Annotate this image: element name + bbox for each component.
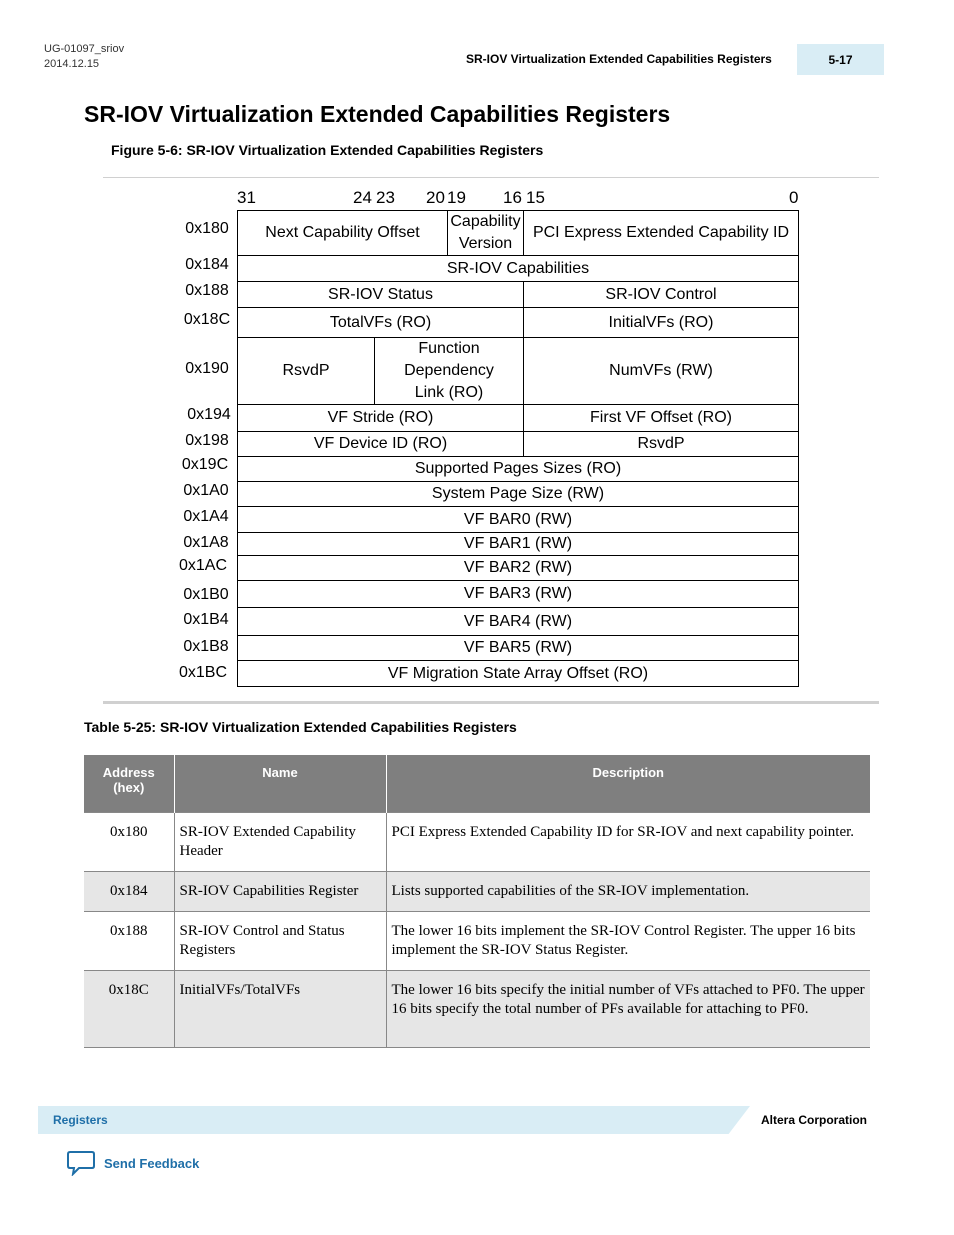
register-field: NumVFs (RW) (523, 337, 799, 405)
row-address: 0x18C (84, 971, 174, 1048)
register-address: 0x190 (185, 360, 229, 377)
register-field: VF Device ID (RO) (237, 431, 524, 457)
register-address: 0x18C (183, 311, 231, 328)
bit-label-15: 15 (526, 188, 545, 207)
register-address: 0x1B4 (183, 611, 229, 628)
row-description: PCI Express Extended Capability ID for SR-IOV and next capability pointer. (386, 813, 870, 872)
speech-bubble-icon (66, 1150, 96, 1176)
bit-label-20: 20 (426, 188, 445, 207)
footer-company: Altera Corporation (761, 1113, 868, 1127)
row-name: SR-IOV Capabilities Register (174, 872, 386, 912)
row-description: Lists supported capabilities of the SR-IOV implementation. (386, 872, 870, 912)
register-field: First VF Offset (RO) (523, 404, 799, 432)
row-address: 0x188 (84, 912, 174, 971)
register-address: 0x1A4 (183, 508, 229, 525)
bit-label-0: 0 (789, 188, 799, 207)
register-address: 0x19C (181, 456, 229, 473)
figure-caption: Figure 5-6: SR-IOV Virtualization Extended Capabilities Registers (111, 142, 544, 158)
register-field: Function Dependency Link (RO) (374, 337, 524, 405)
document-id-block (44, 42, 124, 72)
register-field: VF BAR4 (RW) (237, 607, 799, 636)
running-header-title: SR-IOV Virtualization Extended Capabilities Registers (466, 52, 772, 66)
document-date: 2014.12.15 (44, 58, 100, 70)
send-feedback-label: Send Feedback (104, 1155, 200, 1171)
register-field: VF BAR1 (RW) (237, 532, 799, 556)
register-field: RsvdP (237, 337, 375, 405)
bit-label-19: 19 (447, 188, 466, 207)
section-title: SR-IOV Virtualization Extended Capabilities Registers (84, 101, 671, 127)
register-address: 0x1B0 (183, 586, 229, 603)
column-header-description: Description (386, 755, 870, 813)
register-address: 0x188 (185, 282, 229, 299)
register-address: 0x180 (185, 220, 229, 237)
footer-band (38, 1106, 750, 1134)
send-feedback-link[interactable] (66, 1150, 199, 1176)
register-address: 0x1A8 (183, 534, 229, 551)
row-address: 0x184 (84, 872, 174, 912)
row-name: InitialVFs/TotalVFs (174, 971, 386, 1048)
bit-label-24: 24 (353, 188, 372, 207)
register-field: VF Stride (RO) (237, 404, 524, 432)
table-row (84, 912, 870, 971)
register-field: SR-IOV Status (237, 281, 524, 308)
register-field: VF Migration State Array Offset (RO) (237, 660, 799, 687)
bit-label-31: 31 (237, 188, 256, 207)
register-address: 0x194 (187, 406, 231, 423)
registers-table (84, 755, 870, 1048)
figure-top-rule (103, 177, 879, 178)
figure-bottom-rule (103, 701, 879, 704)
row-name: SR-IOV Control and Status Registers (174, 912, 386, 971)
table-row (84, 971, 870, 1048)
register-field: VF BAR2 (RW) (237, 555, 799, 581)
register-address: 0x1B8 (183, 638, 229, 655)
register-field: Next Capability Offset (237, 210, 448, 256)
register-address: 0x1AC (178, 557, 228, 574)
bit-label-16: 16 (503, 188, 522, 207)
table-row (84, 813, 870, 872)
register-field: RsvdP (523, 431, 799, 457)
table-caption: Table 5-25: SR-IOV Virtualization Extended Capabilities Registers (84, 719, 517, 735)
register-field: SR-IOV Capabilities (237, 255, 799, 282)
bit-label-23: 23 (376, 188, 395, 207)
table-row (84, 872, 870, 912)
register-field: Supported Pages Sizes (RO) (237, 456, 799, 482)
column-header-name: Name (174, 755, 386, 813)
register-address: 0x1BC (178, 664, 228, 681)
register-field: SR-IOV Control (523, 281, 799, 308)
register-field: TotalVFs (RO) (237, 307, 524, 338)
register-field: VF BAR0 (RW) (237, 506, 799, 533)
register-address: 0x198 (185, 432, 229, 449)
table-header-row (84, 755, 870, 813)
register-address: 0x184 (185, 256, 229, 273)
register-field: InitialVFs (RO) (523, 307, 799, 338)
register-field: System Page Size (RW) (237, 481, 799, 507)
document-id: UG-01097_sriov (44, 43, 125, 55)
page-number: 5-17 (797, 44, 884, 75)
column-header-address: Address (hex) (84, 755, 174, 813)
row-name: SR-IOV Extended Capability Header (174, 813, 386, 872)
register-field: VF BAR5 (RW) (237, 635, 799, 661)
register-field: PCI Express Extended Capability ID (523, 210, 799, 256)
row-description: The lower 16 bits implement the SR-IOV Control Register. The upper 16 bits implement the SR-IOV Status Register. (386, 912, 870, 971)
register-field: Capability Version (447, 210, 524, 256)
row-description: The lower 16 bits specify the initial number of VFs attached to PF0. The upper 16 bits specify the total number of PFs available for attaching to PF0. (386, 971, 870, 1048)
register-address: 0x1A0 (183, 482, 229, 499)
row-address: 0x180 (84, 813, 174, 872)
footer-section-link[interactable]: Registers (53, 1113, 108, 1127)
register-field: VF BAR3 (RW) (237, 580, 799, 608)
